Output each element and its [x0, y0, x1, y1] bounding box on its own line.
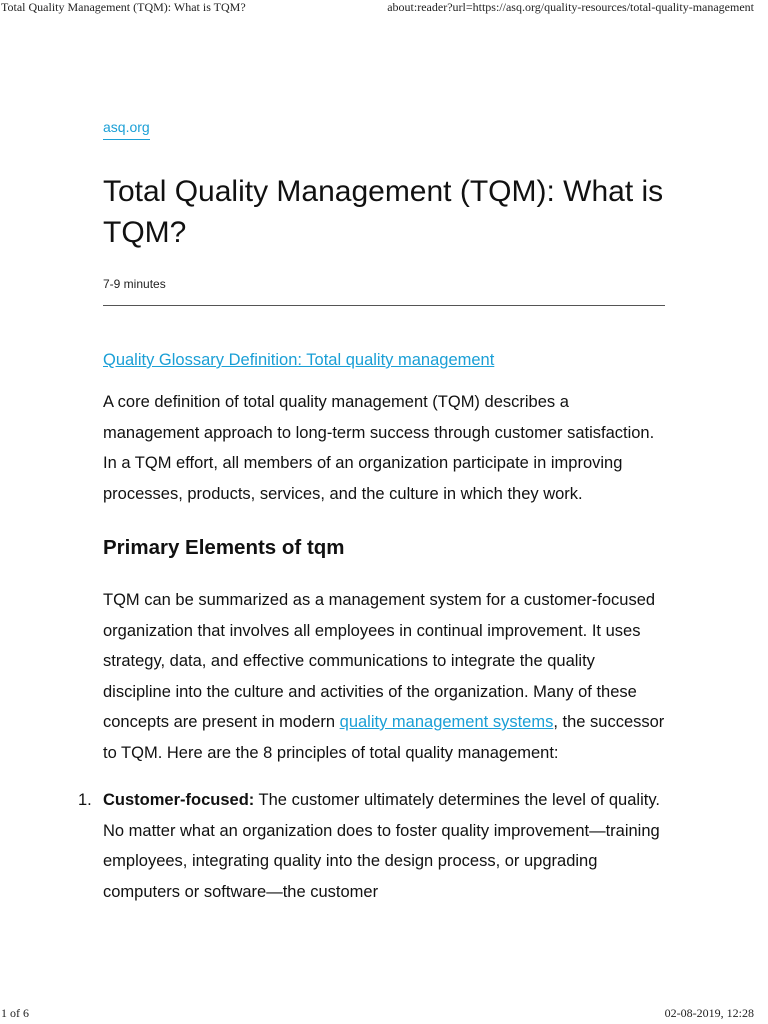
principles-list: [78, 785, 665, 907]
glossary-definition-link[interactable]: Quality Glossary Definition: Total quality management: [103, 351, 495, 369]
reading-time: 7-9 minutes: [103, 277, 166, 291]
print-timestamp: 02-08-2019, 12:28: [664, 1006, 754, 1020]
print-header-url: about:reader?url=https://asq.org/quality-resources/total-quality-management: [387, 0, 754, 14]
print-header: [0, 0, 768, 16]
section-heading: Primary Elements of tqm: [103, 536, 345, 559]
page-count: 1 of 6: [1, 1006, 29, 1020]
summary-text-end: , the successor to TQM. Here are the 8 principles of total quality management:: [103, 713, 665, 762]
header-divider: [103, 305, 665, 306]
source-domain-link[interactable]: asq.org: [103, 119, 150, 140]
list-item-text: The customer ultimately determines the level of quality. No matter what an organization does to foster quality improvement—training employees, integrating quality into the design process, or upgrading computers or software—the customer: [103, 791, 660, 901]
list-item-term: Customer-focused:: [103, 791, 255, 809]
summary-text-start: TQM can be summarized as a management system for a customer-focused organization that involves all employees in continual improvement. It uses strategy, data, and effective communications to integrate the quality discipline into the culture and activities of the organization. Many of these concepts are present in modern: [103, 591, 656, 731]
list-item: [78, 785, 665, 907]
print-header-title: Total Quality Management (TQM): What is TQM?: [1, 0, 246, 14]
list-item-number: 1.: [78, 791, 92, 809]
article: [78, 119, 665, 907]
article-title: Total Quality Management (TQM): What is TQM?: [103, 175, 664, 249]
summary-paragraph: [103, 585, 665, 768]
quality-management-systems-link[interactable]: quality management systems: [339, 713, 554, 731]
print-footer: [0, 1006, 768, 1024]
intro-paragraph: A core definition of total quality management (TQM) describes a management approach to long-term success through customer satisfaction. In a TQM effort, all members of an organization participate in improving processes, products, services, and the culture in which they work.: [103, 393, 655, 503]
